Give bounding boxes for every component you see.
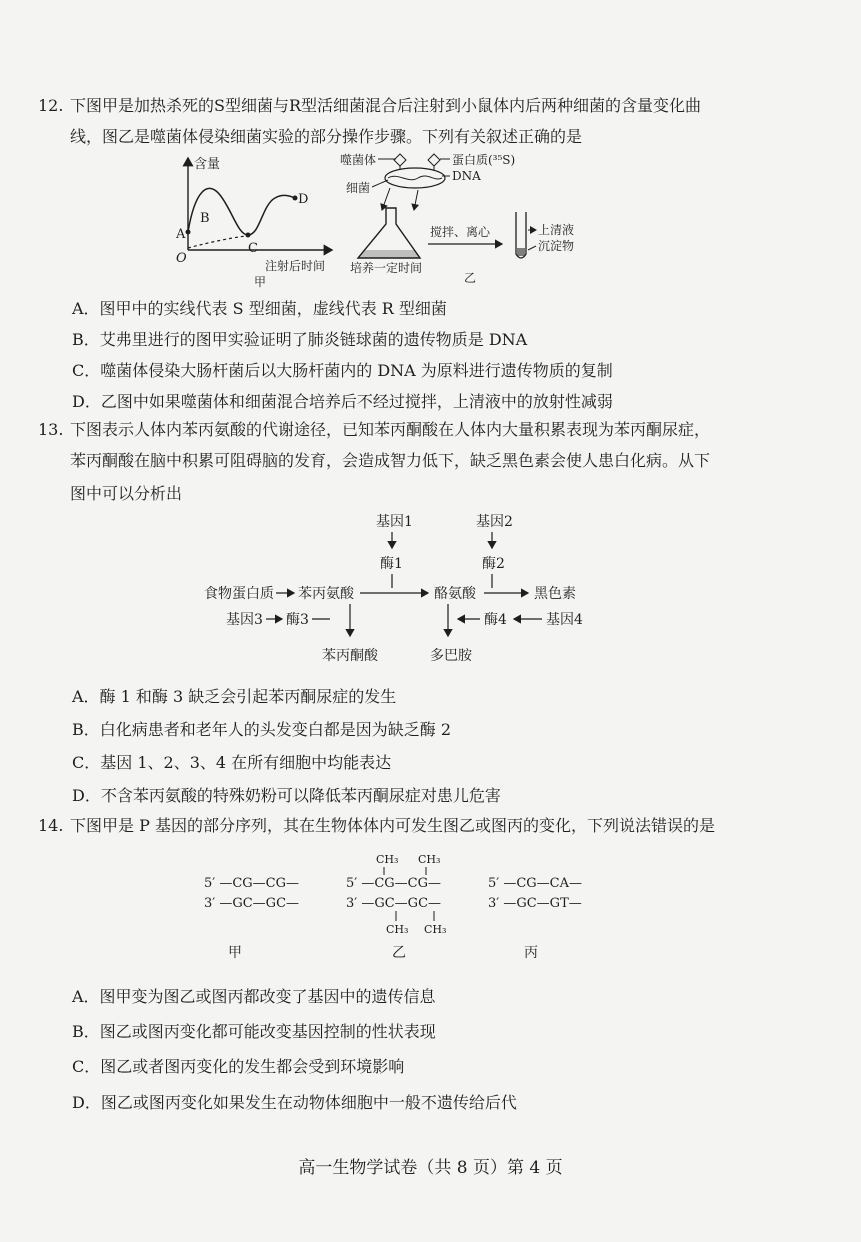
yi-methyl-top1: CH₃	[376, 853, 399, 866]
q13-pathway-diagram	[190, 508, 630, 668]
jia-point-a: A	[176, 227, 186, 242]
phe-label: 苯丙氨酸	[298, 586, 354, 602]
yi-culture-label: 培养一定时间	[350, 261, 423, 275]
yi-methyl-top2: CH₃	[418, 853, 441, 866]
jia-caption: 甲	[254, 275, 267, 289]
jia-top-strand: 5′ —CG—CG—	[204, 876, 300, 891]
q14-number: 14.	[38, 816, 64, 835]
q14-caption-jia: 甲	[228, 945, 242, 961]
yi-bacteria-label: 细菌	[346, 181, 371, 195]
q13-stem-line1: 下图表示人体内苯丙氨酸的代谢途径，已知苯丙酮酸在人体内大量积累表现为苯丙酮尿症，	[70, 420, 711, 439]
ppa-label: 苯丙酮酸	[322, 648, 378, 664]
jia-y-label: 含量	[194, 157, 221, 172]
yi-bacterium-shape	[385, 168, 445, 188]
q14-option-d: D．图乙或图丙变化如果发生在动物体细胞中一般不遗传给后代	[72, 1093, 517, 1112]
enzyme1-label: 酶1	[380, 556, 403, 572]
yi-phage-label: 噬菌体	[340, 153, 377, 167]
gene1-label: 基因1	[376, 514, 413, 530]
gene3-label: 基因3	[226, 612, 263, 628]
jia-point-b: B	[200, 211, 210, 226]
yi-bottom-strand: 3′ —GC—GC—	[346, 896, 442, 911]
q14-option-b: B．图乙或图丙变化都可能改变基因控制的性状表现	[72, 1022, 436, 1041]
q13-option-c: C．基因 1、2、3、4 在所有细胞中均能表达	[72, 753, 392, 772]
yi-stir-label: 搅拌、离心	[430, 225, 491, 239]
q12-stem-line2: 线，图乙是噬菌体侵染细菌实验的部分操作步骤。下列有关叙述正确的是	[70, 127, 583, 146]
q12-figure-jia	[170, 150, 345, 290]
jia-point-c: C	[248, 241, 258, 256]
yi-protein-label: 蛋白质(³⁵S)	[452, 153, 516, 167]
q14-option-a: A．图甲变为图乙或图丙都改变了基因中的遗传信息	[72, 987, 436, 1006]
q12-option-b: B．艾弗里进行的图甲实验证明了肺炎链球菌的遗传物质是 DNA	[72, 330, 528, 349]
q13-option-d: D．不含苯丙氨酸的特殊奶粉可以降低苯丙酮尿症对患儿危害	[72, 786, 501, 805]
q13-option-b: B．白化病患者和老年人的头发变白都是因为缺乏酶 2	[72, 720, 452, 739]
page-footer: 高一生物学试卷（共 8 页）第 4 页	[298, 1158, 563, 1178]
food-protein-label: 食物蛋白质	[204, 586, 274, 602]
bing-top-strand: 5′ —CG—CA—	[488, 876, 583, 891]
q12-option-c: C．噬菌体侵染大肠杆菌后以大肠杆菌内的 DNA 为原料进行遗传物质的复制	[72, 361, 613, 380]
q13-number: 13.	[38, 420, 64, 439]
enzyme4-label: 酶4	[484, 612, 507, 628]
q14-caption-bing: 丙	[524, 945, 538, 961]
jia-point-d: D	[298, 192, 309, 207]
q12-number: 12.	[38, 96, 64, 115]
q13-stem-line2: 苯丙酮酸在脑中积累可阻碍脑的发育，会造成智力低下，缺乏黑色素会使人患白化病。从下	[70, 451, 711, 470]
yi-methyl-bot2: CH₃	[424, 923, 447, 936]
melanin-label: 黑色素	[534, 586, 576, 602]
q13-stem-line3: 图中可以分析出	[70, 484, 183, 503]
yi-caption: 乙	[464, 271, 477, 285]
enzyme2-label: 酶2	[482, 556, 505, 572]
q12-option-d: D．乙图中如果噬菌体和细菌混合培养后不经过搅拌，上清液中的放射性减弱	[72, 392, 613, 411]
q14-stem: 下图甲是 P 基因的部分序列，其在生物体体内可发生图乙或图丙的变化，下列说法错误的是	[70, 816, 715, 835]
yi-dna-label: DNA	[452, 169, 481, 183]
q14-dna-figures	[200, 845, 620, 970]
q12-figure-yi	[330, 150, 620, 290]
bing-bottom-strand: 3′ —GC—GT—	[488, 896, 582, 911]
jia-bottom-strand: 3′ —GC—GC—	[204, 896, 300, 911]
q13-option-a: A．酶 1 和酶 3 缺乏会引起苯丙酮尿症的发生	[72, 687, 397, 706]
yi-methyl-bot1: CH₃	[386, 923, 409, 936]
jia-origin: O	[176, 251, 187, 266]
q12-stem-line1: 下图甲是加热杀死的S型细菌与R型活细菌混合后注射到小鼠体内后两种细菌的含量变化曲	[70, 96, 702, 115]
enzyme3-label: 酶3	[286, 612, 309, 628]
q14-option-c: C．图乙或者图丙变化的发生都会受到环境影响	[72, 1057, 405, 1076]
yi-top-strand: 5′ —CG—CG—	[346, 876, 442, 891]
q12-option-a: A．图甲中的实线代表 S 型细菌，虚线代表 R 型细菌	[72, 299, 447, 318]
jia-dashed-curve	[188, 236, 248, 248]
gene4-label: 基因4	[546, 612, 583, 628]
q14-caption-yi: 乙	[392, 945, 406, 961]
yi-sediment-label: 沉淀物	[538, 239, 575, 253]
dopamine-label: 多巴胺	[430, 648, 472, 664]
jia-x-label: 注射后时间	[265, 259, 326, 273]
tyr-label: 酪氨酸	[434, 586, 476, 602]
yi-supernatant-label: 上清液	[538, 223, 575, 237]
gene2-label: 基因2	[476, 514, 513, 530]
